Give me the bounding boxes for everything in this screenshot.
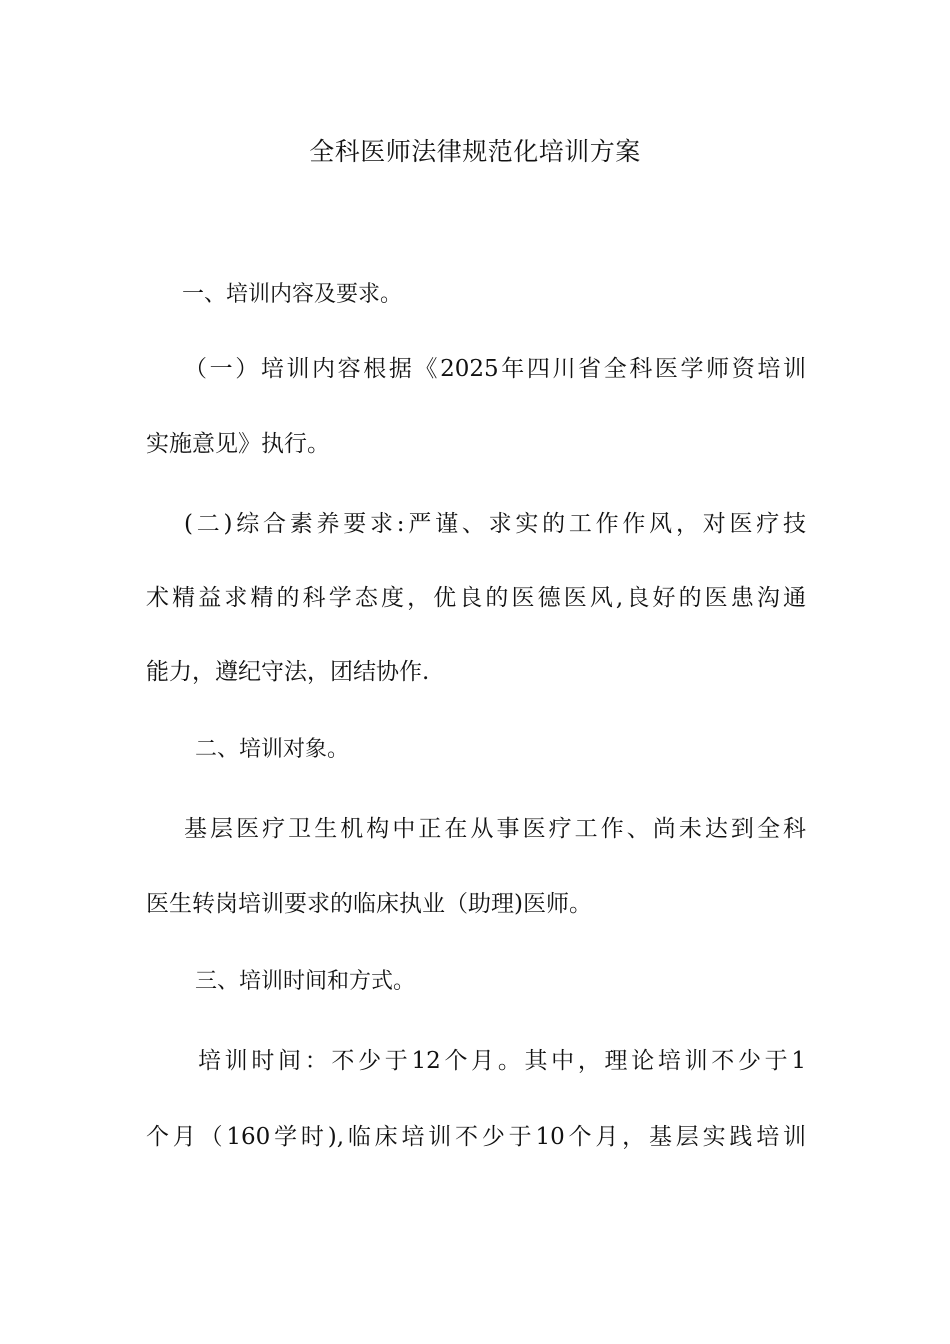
paragraph-line: 术精益求精的科学态度，优良的医德医风,良好的医患沟通 — [146, 585, 806, 611]
section-heading-2: 二、培训对象。 — [195, 737, 350, 762]
paragraph-line: 实施意见》执行。 — [146, 431, 330, 457]
document-title: 全科医师法律规范化培训方案 — [309, 137, 641, 166]
paragraph-line: 基层医疗卫生机构中正在从事医疗工作、尚未达到全科 — [184, 816, 806, 842]
paragraph-line: （一）培训内容根据《2025年四川省全科医学师资培训 — [184, 356, 806, 382]
paragraph-line: 个月（160学时),临床培训不少于10个月，基层实践培训 — [146, 1124, 806, 1150]
paragraph-line: (二)综合素养要求:严谨、求实的工作作风，对医疗技 — [184, 511, 806, 537]
paragraph-line: 医生转岗培训要求的临床执业（助理)医师。 — [146, 891, 592, 917]
section-heading-3: 三、培训时间和方式。 — [195, 969, 416, 994]
paragraph-line: 培训时间：不少于12个月。其中，理论培训不少于1 — [198, 1048, 806, 1074]
section-heading-1: 一、培训内容及要求。 — [182, 282, 403, 307]
paragraph-line: 能力，遵纪守法，团结协作. — [146, 659, 430, 685]
